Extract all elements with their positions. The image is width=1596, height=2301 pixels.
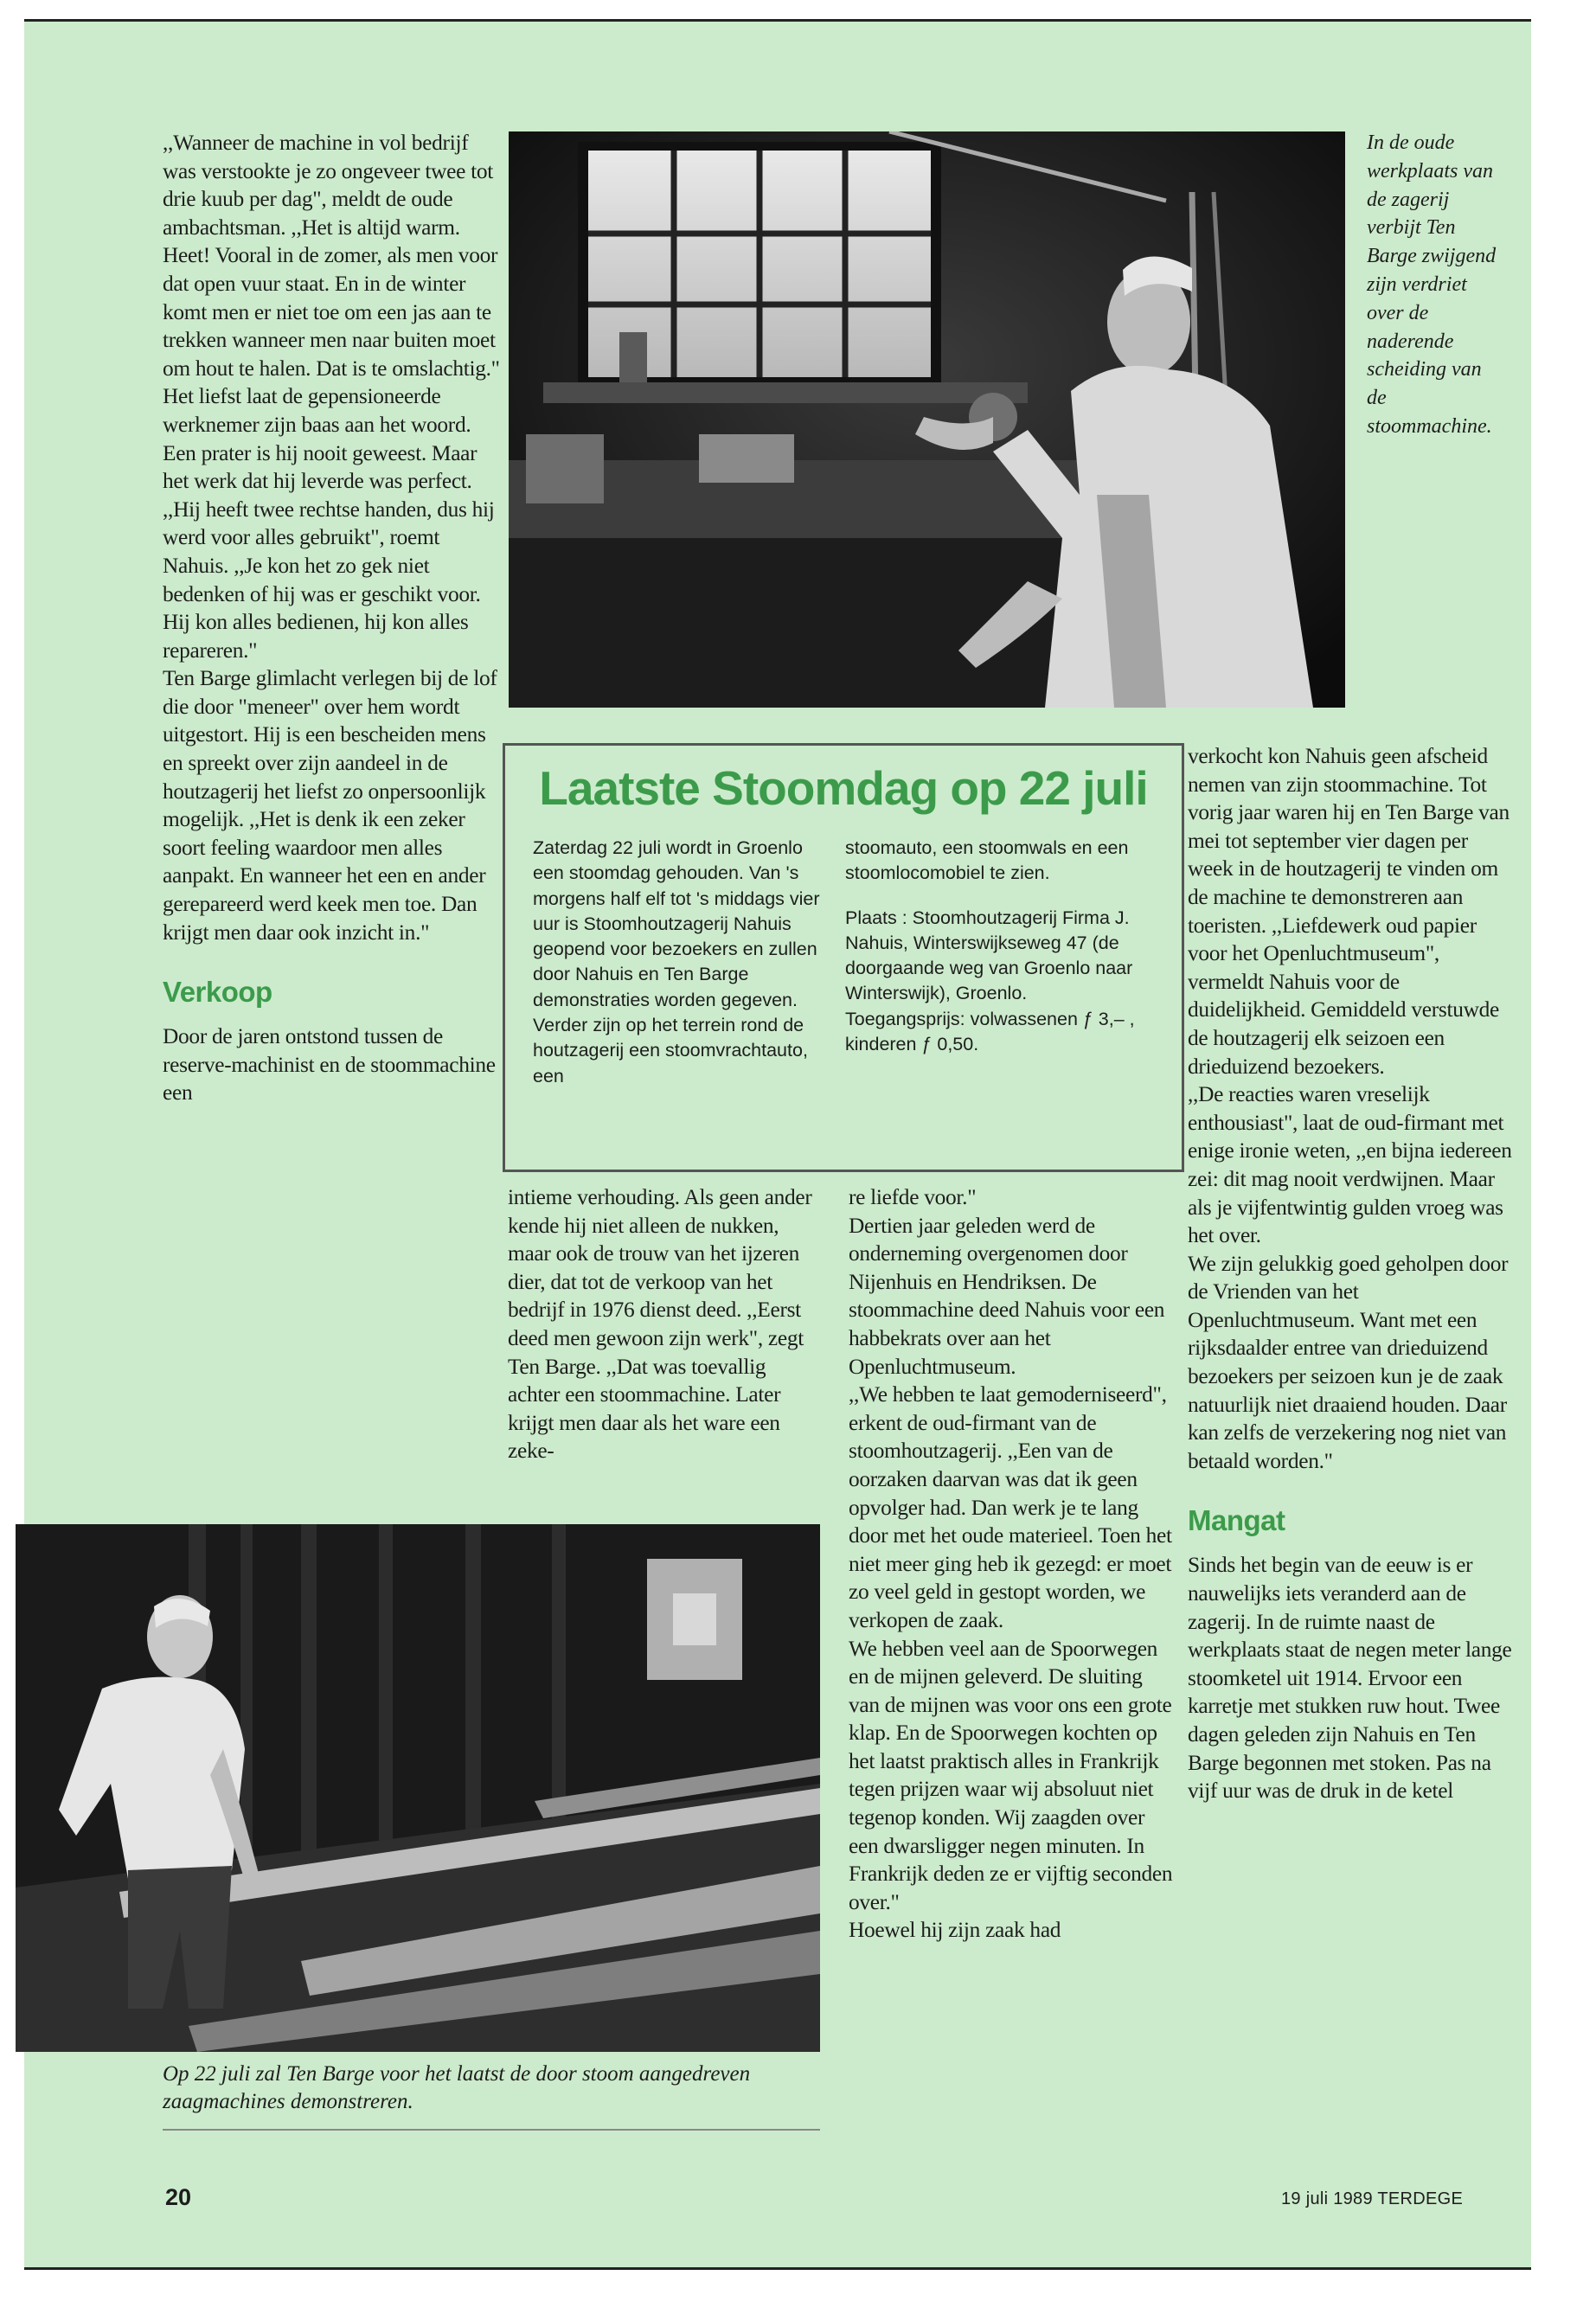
photo-caption-bottom: Op 22 juli zal Ten Barge voor het laatst de door stoom aangedreven zaagmachines demonstreren.	[163, 2062, 751, 2113]
article-column-4	[1188, 742, 1516, 1805]
event-boxout	[503, 743, 1184, 1172]
boxout-paragraph: Zaterdag 22 juli wordt in Groenlo een stoomdag gehouden. Van 's morgens half elf tot 's middags vier uur is Stoomhoutzagerij Nahuis geopend voor bezoekers en zullen door Nahuis en Ten Barge demonstraties worden gegeven. Verder zijn op het terrein rond de houtzagerij een stoomvrachtauto, een	[533, 837, 820, 1086]
photo-caption-top: In de oude werkplaats van de zagerij verbijt Ten Barge zwijgend zijn verdriet over de naderende scheiding van de stoommachine.	[1367, 131, 1497, 438]
article-column-2	[508, 1183, 817, 1465]
paragraph: We hebben veel aan de Spoorwegen en de mijnen geleverd. De sluiting van de mijnen was voor ons een grote klap. En de Spoorwegen kochten op het laatst praktisch alles in Frankrijk tegen prijzen waar wij absoluut niet tegenop konden. Wij zaagden over een dwarsligger negen minuten. In Frankrijk deden ze er vijftig seconden over."	[849, 1636, 1173, 1914]
paragraph: Ten Barge glimlacht verlegen bij de lof die door "meneer" over hem wordt uitgestort. Hij is een bescheiden mens en spreekt over zijn aandeel in de houtzagerij het liefst zo onpersoonlijk mogelijk. ,,Het is denk ik een zeker soort feeling waardoor men alles aanpakt. En wanneer het een en ander gerepareerd werd keek men toe. Dan krijgt men daar ook inzicht in."	[163, 666, 497, 945]
photo-workshop	[509, 131, 1345, 708]
paragraph: re liefde voor."	[849, 1185, 977, 1209]
paragraph: We zijn gelukkig goed geholpen door de Vrienden van het Openluchtmuseum. Want met een rijksdaalder entree van drieduizend bezoekers per seizoen kun je de zaak natuurlijk niet draaiend houden. Daar kan zelfs de verzekering nog niet van betaald worden."	[1188, 1251, 1509, 1473]
boxout-paragraph: Plaats : Stoomhoutzagerij Firma J. Nahuis, Winterswijkseweg 47 (de doorgaande weg van Groenlo naar Winterswijk), Groenlo. Toegangsprijs: volwassenen ƒ 3,– , kinderen ƒ 0,50.	[845, 907, 1135, 1055]
caption-rule	[163, 2129, 820, 2131]
magazine-page	[24, 19, 1531, 2270]
section-heading-verkoop: Verkoop	[163, 976, 272, 1009]
page-number: 20	[165, 2184, 192, 2210]
paragraph: ,,We hebben te laat gemoderniseerd", erkent de oud-firmant van de stoomhoutzagerij. ,,Een van de oorzaken daarvan was dat ik geen opvolger had. Dan werk je te lang door met het oude materieel. Toen het niet meer ging heb ik gezegd: er moet zo veel geld in gestopt worden, we verkopen de zaak.	[849, 1382, 1172, 1632]
boxout-title: Laatste Stoomdag op 22 juli	[539, 761, 1148, 815]
boxout-right-column	[845, 836, 1150, 1076]
paragraph: ,,Wanneer de machine in vol bedrijf was verstookte je zo ongeveer twee tot drie kuub per dag", meldt de oude ambachtsman. ,,Het is altijd warm. Heet! Vooral in de zomer, als men voor dat open vuur staat. En in de winter komt men er niet toe om een jas aan te trekken wanneer men naar buiten moet om hout te halen. Dat is te omslachtig."	[163, 131, 500, 381]
paragraph: Door de jaren ontstond tussen de reserve-machinist en de stoommachine een	[163, 1024, 496, 1106]
photo-sawmill	[16, 1524, 820, 2052]
paragraph: Sinds het begin van de eeuw is er nauwelijks iets veranderd aan de zagerij. In de ruimte naast de werkplaats staat de negen meter lange stoomketel uit 1914. Ervoor een karretje met stukken ruw hout. Twee dagen geleden zijn Nahuis en Ten Barge begonnen met stoken. Pas na vijf uur was de druk in de ketel	[1188, 1553, 1512, 1804]
paragraph: Het liefst laat de gepensioneerde werknemer zijn baas aan het woord. Een prater is hij nooit geweest. Maar het werk dat hij leverde was perfect. ,,Hij heeft twee rechtse handen, dus hij werd voor alles gebruikt", roemt Nahuis. ,,Je kon het zo gek niet bedenken of hij was er geschikt voor. Hij kon alles bedienen, hij kon alles repareren."	[163, 384, 495, 663]
article-column-3	[849, 1183, 1176, 1945]
paragraph: ,,De reacties waren vreselijk enthousiast", laat de oud-firmant met enige ironie weten, ,,en bijna iedereen zei: dit mag nooit verdwijnen. Maar als je vijfentwintig gulden vroeg was het over.	[1188, 1082, 1512, 1248]
paragraph: verkocht kon Nahuis geen afscheid nemen van zijn stoommachine. Tot vorig jaar waren hij en Ten Barge van mei tot september vier dagen per week in de houtzagerij te vinden om de machine te demonstreren aan toeristen. ,,Liefdewerk oud papier voor het Openluchtmuseum", vermeldt Nahuis voor de duidelijkheid. Gemiddeld verstuwde de houtzagerij elk seizoen een drieduizend bezoekers.	[1188, 744, 1509, 1079]
boxout-left-column	[533, 836, 825, 1108]
sawmill-photo-image	[16, 1524, 820, 2052]
boxout-paragraph: stoomauto, een stoomwals en een stoomlocomobiel te zien.	[845, 837, 1129, 884]
article-column-1	[163, 129, 502, 1107]
publication-info: 19 juli 1989 TERDEGE	[1281, 2189, 1464, 2208]
paragraph: Dertien jaar geleden werd de onderneming overgenomen door Nijenhuis en Hendriksen. De stoommachine deed Nahuis voor een habbekrats over aan het Openluchtmuseum.	[849, 1213, 1165, 1379]
workshop-photo-image	[509, 131, 1345, 708]
section-heading-mangat: Mangat	[1188, 1504, 1285, 1537]
paragraph: intieme verhouding. Als geen ander kende hij niet alleen de nukken, maar ook de trouw van het ijzeren dier, dat tot de verkoop van het bedrijf in 1976 dienst deed. ,,Eerst deed men gewoon zijn werk", zegt Ten Barge. ,,Dat was toevallig achter een stoommachine. Later krijgt men daar als het ware een zeke-	[508, 1185, 812, 1464]
paragraph: Hoewel hij zijn zaak had	[849, 1918, 1061, 1943]
